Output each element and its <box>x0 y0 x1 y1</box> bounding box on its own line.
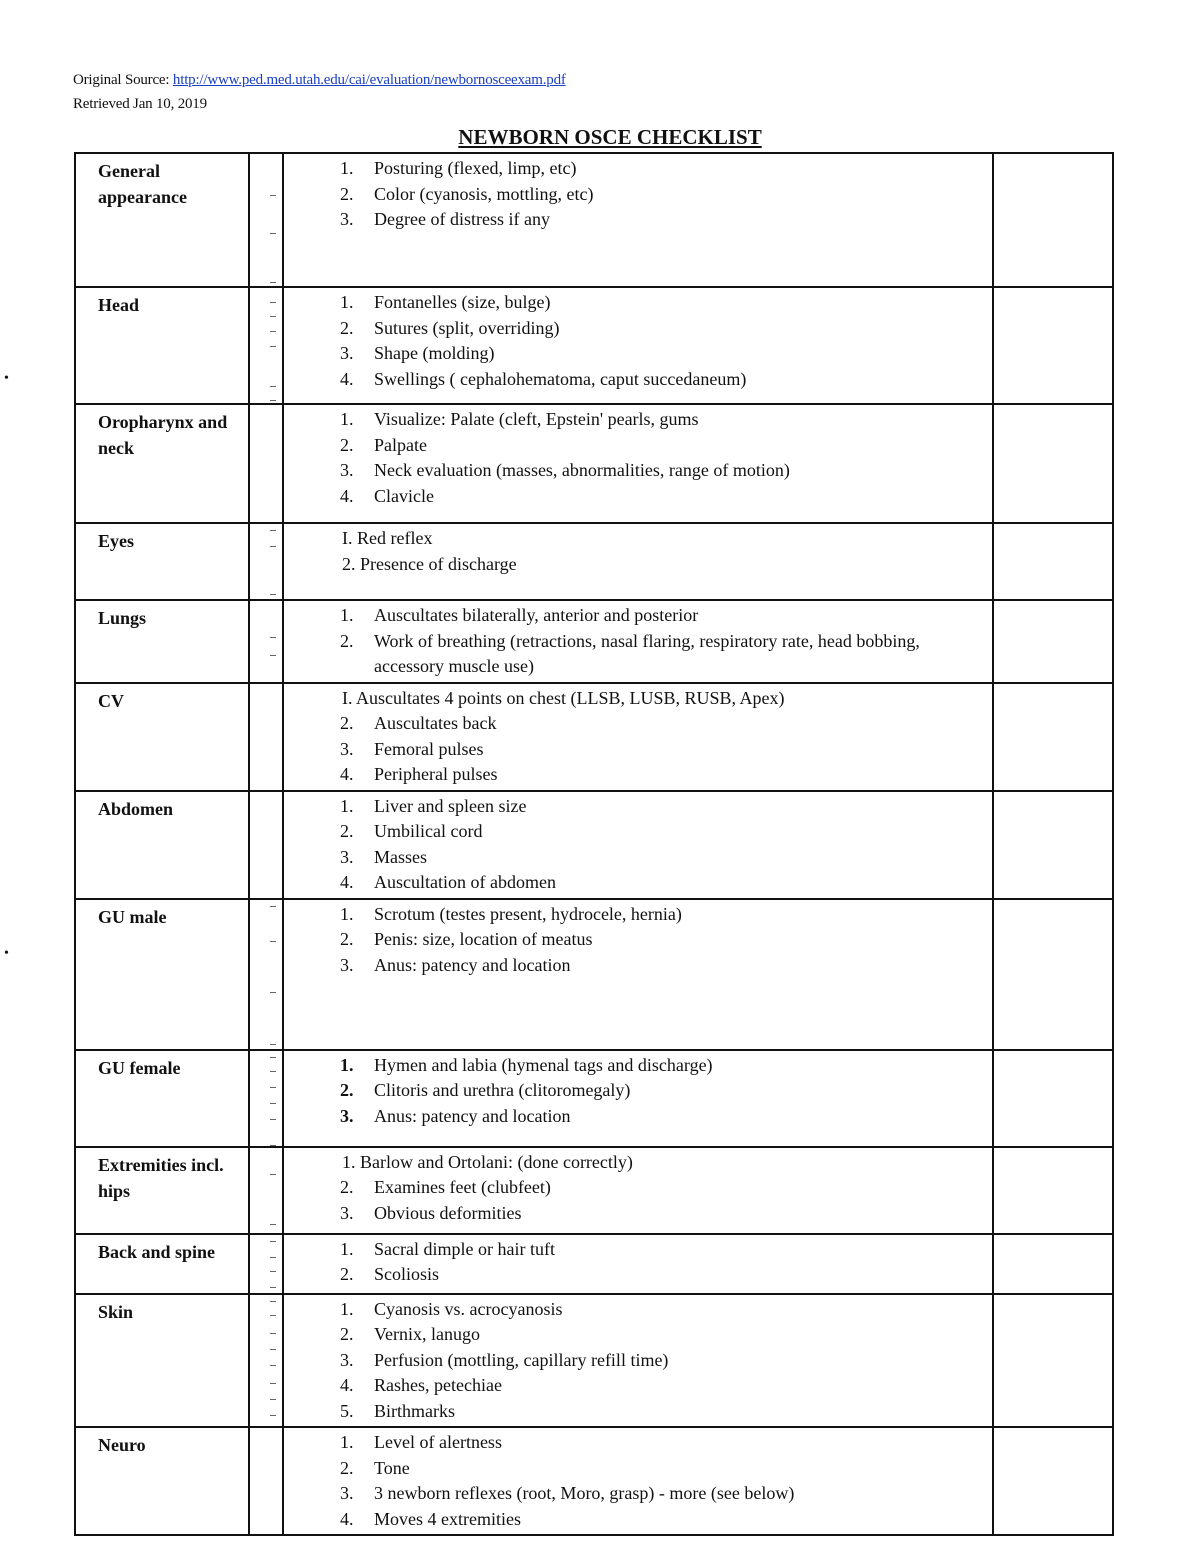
item-number: 1. <box>340 1238 354 1259</box>
item-number: 3. <box>340 343 354 363</box>
item-list <box>284 603 992 680</box>
check-tick <box>270 1071 276 1072</box>
item-text: Rashes, petechiae <box>374 1375 502 1395</box>
check-mark-cell[interactable] <box>249 153 283 287</box>
check-tick <box>270 941 276 942</box>
item-list <box>284 1053 992 1130</box>
margin-bullet: • <box>4 371 9 386</box>
check-mark-cell[interactable] <box>249 1234 283 1294</box>
check-tick <box>270 1415 276 1416</box>
check-mark-cell[interactable] <box>249 404 283 523</box>
item-text: Auscultates back <box>374 713 497 733</box>
item-text: Palpate <box>374 434 427 455</box>
item-text: Liver and spleen size <box>374 795 527 816</box>
list-item <box>284 526 992 552</box>
score-cell[interactable] <box>993 523 1113 600</box>
item-text: Examines feet (clubfeet) <box>374 1177 551 1197</box>
section-name: Abdomen <box>75 791 249 899</box>
item-text: 2. Presence of discharge <box>342 553 517 574</box>
original-source-line <box>73 70 566 90</box>
check-tick <box>270 655 276 656</box>
section-items <box>283 523 993 600</box>
check-tick <box>270 1315 276 1316</box>
item-text: I. Red reflex <box>342 528 433 548</box>
list-item <box>284 1104 992 1130</box>
item-list <box>284 407 992 509</box>
score-cell[interactable] <box>993 1427 1113 1535</box>
item-text: Obvious deformities <box>374 1202 522 1223</box>
list-item <box>284 927 992 953</box>
check-mark-cell[interactable] <box>249 791 283 899</box>
list-item <box>284 629 992 680</box>
score-cell[interactable] <box>993 1294 1113 1428</box>
item-number: 3. <box>340 954 354 975</box>
checklist-row <box>75 287 1113 404</box>
item-number: 1. <box>340 605 354 625</box>
item-text: Peripheral pulses <box>374 764 498 784</box>
section-name: Lungs <box>75 600 249 683</box>
list-item <box>284 1175 992 1201</box>
item-list <box>284 1430 992 1532</box>
checklist-row <box>75 791 1113 899</box>
section-name: Back and spine <box>75 1234 249 1294</box>
list-item <box>284 686 992 712</box>
item-number: 2. <box>340 1264 354 1284</box>
section-name: General appearance <box>75 153 249 287</box>
item-list <box>284 686 992 788</box>
item-number: 2. <box>340 713 354 733</box>
list-item <box>284 552 992 578</box>
item-number: 5. <box>340 1400 354 1421</box>
section-items <box>283 600 993 683</box>
list-item <box>284 207 992 233</box>
item-text: Swellings ( cephalohematoma, caput succedaneum) <box>374 368 747 389</box>
item-number: 1. <box>340 409 354 429</box>
list-item <box>284 819 992 845</box>
section-items <box>283 1427 993 1535</box>
check-tick <box>270 1087 276 1088</box>
item-text: Masses <box>374 846 427 867</box>
check-tick <box>270 1057 276 1058</box>
check-tick <box>270 302 276 303</box>
list-item <box>284 1237 992 1263</box>
check-tick <box>270 1271 276 1272</box>
list-item <box>284 1456 992 1482</box>
item-text: Sacral dimple or hair tuft <box>374 1238 555 1259</box>
score-cell[interactable] <box>993 404 1113 523</box>
check-tick <box>270 233 276 234</box>
item-text: Scoliosis <box>374 1264 440 1284</box>
source-link[interactable]: http://www.ped.med.utah.edu/cai/evaluation/newbornosceexam.pdf <box>172 72 566 88</box>
item-list <box>284 1297 992 1425</box>
list-item <box>284 737 992 763</box>
checklist-row <box>75 1050 1113 1147</box>
item-list <box>284 902 992 979</box>
check-tick <box>270 1257 276 1258</box>
item-number: 2. <box>340 929 354 949</box>
list-item <box>284 603 992 629</box>
item-list <box>284 526 992 577</box>
check-tick <box>270 1241 276 1242</box>
score-cell[interactable] <box>993 1147 1113 1234</box>
list-item <box>284 1150 992 1176</box>
section-name: GU female <box>75 1050 249 1147</box>
check-tick <box>270 1333 276 1334</box>
check-tick <box>270 992 276 993</box>
item-number: 4. <box>340 485 354 506</box>
item-text: 1. Barlow and Ortolani: (done correctly) <box>342 1151 633 1172</box>
item-text: Work of breathing (retractions, nasal flaring, respiratory rate, head bobbing, accessory muscle use) <box>374 630 920 676</box>
item-text: Sutures (split, overriding) <box>374 317 560 338</box>
item-number: 2. <box>340 1177 354 1197</box>
item-text: Anus: patency and location <box>374 954 571 975</box>
checklist-row <box>75 1234 1113 1294</box>
item-list <box>284 1237 992 1288</box>
section-items <box>283 1050 993 1147</box>
section-items <box>283 1294 993 1428</box>
check-tick <box>270 1301 276 1302</box>
item-text: Anus: patency and location <box>374 1105 571 1126</box>
list-item <box>284 484 992 510</box>
score-cell[interactable] <box>993 1050 1113 1147</box>
retrieved-date: Retrieved Jan 10, 2019 <box>73 96 207 112</box>
list-item <box>284 458 992 484</box>
checklist-row <box>75 899 1113 1050</box>
check-mark-cell[interactable] <box>249 1427 283 1535</box>
item-text: Scrotum (testes present, hydrocele, hernia) <box>374 903 682 924</box>
item-number: 3. <box>340 846 354 867</box>
check-tick <box>270 906 276 907</box>
item-number: 3. <box>340 460 354 480</box>
item-text: Posturing (flexed, limp, etc) <box>374 158 577 178</box>
checklist-row <box>75 404 1113 523</box>
item-number: 4. <box>340 1375 354 1395</box>
check-tick <box>270 316 276 317</box>
item-text: Penis: size, location of meatus <box>374 929 593 949</box>
list-item <box>284 953 992 979</box>
item-text: Cyanosis vs. acrocyanosis <box>374 1298 563 1319</box>
check-mark-cell[interactable] <box>249 287 283 404</box>
list-item <box>284 1322 992 1348</box>
item-text: Neck evaluation (masses, abnormalities, range of motion) <box>374 460 790 480</box>
osce-checklist-table <box>74 152 1114 1536</box>
item-text: Shape (molding) <box>374 343 495 363</box>
list-item <box>284 156 992 182</box>
section-name: GU male <box>75 899 249 1050</box>
check-tick <box>270 546 276 547</box>
item-text: Fontanelles (size, bulge) <box>374 292 551 312</box>
check-tick <box>270 1119 276 1120</box>
check-tick <box>270 1287 276 1288</box>
item-number: 2. <box>340 317 354 338</box>
check-mark-cell[interactable] <box>249 523 283 600</box>
item-list <box>284 794 992 896</box>
item-text: Femoral pulses <box>374 738 484 759</box>
item-number: 2. <box>340 1324 354 1344</box>
check-tick <box>270 346 276 347</box>
list-item <box>284 341 992 367</box>
section-items <box>283 791 993 899</box>
list-item <box>284 1348 992 1374</box>
list-item <box>284 711 992 737</box>
item-number: 3. <box>340 1349 354 1370</box>
section-items <box>283 404 993 523</box>
section-name: Oropharynx and neck <box>75 404 249 523</box>
checklist-row <box>75 683 1113 791</box>
section-name: CV <box>75 683 249 791</box>
check-tick <box>270 386 276 387</box>
item-number: 3. <box>340 209 354 229</box>
item-list <box>284 1150 992 1227</box>
item-text: Auscultates bilaterally, anterior and posterior <box>374 605 699 625</box>
check-tick <box>270 1174 276 1175</box>
section-items <box>283 153 993 287</box>
list-item <box>284 1373 992 1399</box>
checklist-row <box>75 600 1113 683</box>
item-text: Moves 4 extremities <box>374 1508 521 1529</box>
score-cell[interactable] <box>993 153 1113 287</box>
item-number: 3. <box>340 1202 354 1223</box>
item-text: Birthmarks <box>374 1400 455 1421</box>
check-tick <box>270 637 276 638</box>
list-item <box>284 1430 992 1456</box>
list-item <box>284 407 992 433</box>
checklist-row <box>75 1294 1113 1428</box>
section-name: Eyes <box>75 523 249 600</box>
check-mark-cell[interactable] <box>249 683 283 791</box>
check-mark-cell[interactable] <box>249 1294 283 1428</box>
document-title: NEWBORN OSCE CHECKLIST <box>458 125 762 149</box>
check-mark-cell[interactable] <box>249 600 283 683</box>
list-item <box>284 870 992 896</box>
item-number: 1. <box>340 1432 354 1452</box>
check-tick <box>270 1103 276 1104</box>
section-name: Extremities incl. hips <box>75 1147 249 1234</box>
list-item <box>284 367 992 393</box>
list-item <box>284 1078 992 1104</box>
item-number: 1. <box>340 1054 354 1075</box>
list-item <box>284 1481 992 1507</box>
list-item <box>284 1201 992 1227</box>
check-tick <box>270 195 276 196</box>
check-tick <box>270 594 276 595</box>
list-item <box>284 762 992 788</box>
score-cell[interactable] <box>993 791 1113 899</box>
section-items <box>283 683 993 791</box>
check-tick <box>270 1349 276 1350</box>
list-item <box>284 845 992 871</box>
item-text: Umbilical cord <box>374 821 483 841</box>
list-item <box>284 1507 992 1533</box>
score-cell[interactable] <box>993 1234 1113 1294</box>
list-item <box>284 290 992 316</box>
item-text: Perfusion (mottling, capillary refill time) <box>374 1349 669 1370</box>
item-list <box>284 290 992 392</box>
list-item <box>284 433 992 459</box>
item-text: Visualize: Palate (cleft, Epstein' pearls, gums <box>374 409 699 429</box>
check-tick <box>270 1365 276 1366</box>
item-number: 1. <box>340 158 354 178</box>
margin-bullet: • <box>4 946 9 961</box>
item-number: 2. <box>340 821 354 841</box>
item-number: 4. <box>340 1508 354 1529</box>
check-tick <box>270 1399 276 1400</box>
item-number: 4. <box>340 764 354 784</box>
section-items <box>283 899 993 1050</box>
list-item <box>284 1297 992 1323</box>
item-text: 3 newborn reflexes (root, Moro, grasp) - more (see below) <box>374 1483 795 1503</box>
check-tick <box>270 331 276 332</box>
item-text: Hymen and labia (hymenal tags and discharge) <box>374 1054 713 1075</box>
check-tick <box>270 282 276 283</box>
section-name: Skin <box>75 1294 249 1428</box>
item-text: Vernix, lanugo <box>374 1324 480 1344</box>
checklist-row <box>75 523 1113 600</box>
list-item <box>284 1399 992 1425</box>
item-number: 2. <box>340 1457 354 1478</box>
section-items <box>283 287 993 404</box>
item-text: Degree of distress if any <box>374 209 550 229</box>
item-number: 4. <box>340 368 354 389</box>
section-items <box>283 1234 993 1294</box>
item-text: Auscultation of abdomen <box>374 872 556 892</box>
source-label: Original Source: <box>73 72 173 88</box>
item-text: Color (cyanosis, mottling, etc) <box>374 183 594 204</box>
check-mark-cell[interactable] <box>249 899 283 1050</box>
item-number: 3. <box>340 738 354 759</box>
item-number: 1. <box>340 903 354 924</box>
checklist-row <box>75 1147 1113 1234</box>
item-number: 4. <box>340 872 354 892</box>
item-text: Level of alertness <box>374 1432 502 1452</box>
checklist-row <box>75 153 1113 287</box>
section-items <box>283 1147 993 1234</box>
item-text: Clitoris and urethra (clitoromegaly) <box>374 1080 631 1100</box>
section-name: Neuro <box>75 1427 249 1535</box>
item-number: 3. <box>340 1483 354 1503</box>
score-cell[interactable] <box>993 683 1113 791</box>
check-mark-cell[interactable] <box>249 1050 283 1147</box>
item-number: 2. <box>340 630 354 651</box>
list-item <box>284 182 992 208</box>
list-item <box>284 1053 992 1079</box>
check-tick <box>270 1145 276 1146</box>
score-cell[interactable] <box>993 287 1113 404</box>
score-cell[interactable] <box>993 899 1113 1050</box>
check-tick <box>270 400 276 401</box>
list-item <box>284 794 992 820</box>
checklist-row <box>75 1427 1113 1535</box>
item-number: 1. <box>340 292 354 312</box>
list-item <box>284 316 992 342</box>
score-cell[interactable] <box>993 600 1113 683</box>
item-number: 1. <box>340 1298 354 1319</box>
list-item <box>284 1262 992 1288</box>
check-tick <box>270 1044 276 1045</box>
section-name: Head <box>75 287 249 404</box>
item-number: 2. <box>340 1080 354 1100</box>
item-text: I. Auscultates 4 points on chest (LLSB, LUSB, RUSB, Apex) <box>342 687 785 708</box>
item-number: 2. <box>340 434 354 455</box>
check-tick <box>270 1383 276 1384</box>
check-tick <box>270 530 276 531</box>
check-tick <box>270 1224 276 1225</box>
item-text: Clavicle <box>374 485 434 506</box>
check-mark-cell[interactable] <box>249 1147 283 1234</box>
item-number: 1. <box>340 795 354 816</box>
item-text: Tone <box>374 1457 410 1478</box>
item-number: 2. <box>340 183 354 204</box>
list-item <box>284 902 992 928</box>
item-number: 3. <box>340 1105 354 1126</box>
item-list <box>284 156 992 233</box>
